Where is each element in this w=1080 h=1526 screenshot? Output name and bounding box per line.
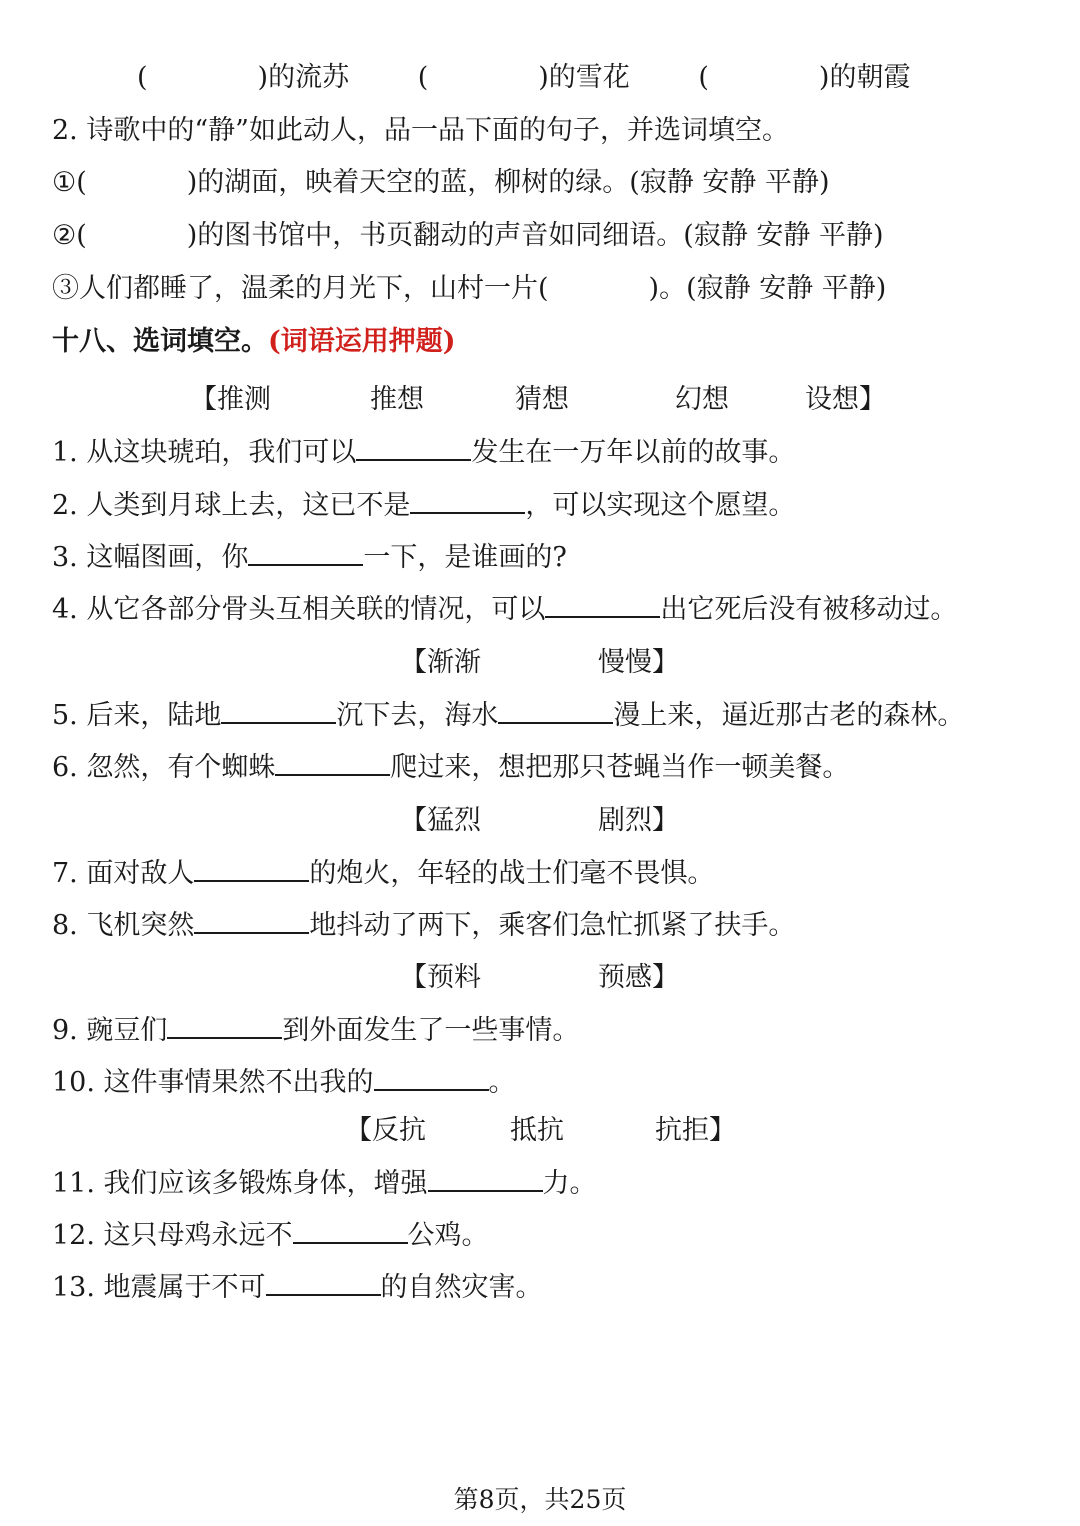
question-13: 13. 地震属于不可 的自然灾害。 — [52, 1272, 543, 1303]
answer-blank[interactable] — [545, 592, 660, 618]
q2-options-2: (寂静 安静 平静) — [683, 220, 884, 251]
question-12: 12. 这只母鸡永远不 公鸡。 — [52, 1220, 489, 1251]
page-footer: 第8页，共25页 — [453, 1485, 627, 1514]
answer-blank[interactable] — [221, 698, 336, 724]
section-tag: (词语运用押题) — [268, 326, 456, 357]
question-5: 5. 后来，陆地 沉下去，海水 漫上来，逼近那古老的森林。 — [52, 700, 965, 731]
question-2: 2. 人类到月球上去，这已不是 ，可以实现这个愿望。 — [52, 490, 796, 521]
question-6: 6. 忽然，有个蜘蛛 爬过来，想把那只苍蝇当作一顿美餐。 — [52, 752, 850, 783]
section-title: 十八、选词填空。 — [52, 326, 268, 357]
question-11: 11. 我们应该多锻炼身体，增强 力。 — [52, 1168, 597, 1199]
word-group-4: 【预料 预感】 — [400, 962, 679, 993]
section-18-heading — [52, 324, 456, 360]
question-7: 7. 面对敌人 的炮火，年轻的战士们毫不畏惧。 — [52, 858, 715, 889]
q2-sentence-3: ③人们都睡了，温柔的月光下，山村一片( )。(寂静 安静 平静) — [52, 273, 887, 304]
answer-blank[interactable] — [167, 1013, 282, 1039]
q2-options-3: (寂静 安静 平静) — [686, 273, 887, 304]
answer-blank[interactable] — [498, 698, 613, 724]
answer-blank[interactable] — [374, 1065, 489, 1091]
top-item-3: 的朝霞 — [829, 62, 911, 93]
answer-blank[interactable] — [275, 750, 390, 776]
q2-sentence-1: ①( )的湖面，映着天空的蓝，柳树的绿。(寂静 安静 平静) — [52, 167, 830, 198]
word-group-3: 【猛烈 剧烈】 — [400, 805, 679, 836]
answer-blank[interactable] — [194, 856, 309, 882]
question-8: 8. 飞机突然 地抖动了两下，乘客们急忙抓紧了扶手。 — [52, 910, 796, 941]
q2-options-1: (寂静 安静 平静) — [629, 167, 830, 198]
answer-blank[interactable] — [410, 488, 525, 514]
word-group-1: 【推测 推想 猜想 幻想 设想】 — [190, 384, 886, 415]
answer-blank[interactable] — [266, 1270, 381, 1296]
q2-sentence-2: ②( )的图书馆中，书页翻动的声音如同细语。(寂静 安静 平静) — [52, 220, 884, 251]
question-3: 3. 这幅图画，你 一下，是谁画的? — [52, 542, 567, 573]
top-item-2: 的雪花 — [548, 62, 630, 93]
q2-prompt: 2. 诗歌中的“静”如此动人，品一品下面的句子，并选词填空。 — [52, 115, 789, 146]
top-row: ( )的流苏 ( )的雪花 ( )的朝霞 — [137, 62, 911, 93]
word-group-5: 【反抗 抵抗 抗拒】 — [345, 1115, 736, 1146]
question-10: 10. 这件事情果然不出我的 。 — [52, 1067, 516, 1098]
question-9: 9. 豌豆们 到外面发生了一些事情。 — [52, 1015, 580, 1046]
answer-blank[interactable] — [194, 908, 309, 934]
word-group-2: 【渐渐 慢慢】 — [400, 647, 679, 678]
top-item-1: 的流苏 — [268, 62, 350, 93]
answer-blank[interactable] — [293, 1218, 408, 1244]
answer-blank[interactable] — [356, 435, 471, 461]
answer-blank[interactable] — [248, 540, 363, 566]
question-4: 4. 从它各部分骨头互相关联的情况，可以 出它死后没有被移动过。 — [52, 594, 958, 625]
answer-blank[interactable] — [428, 1166, 543, 1192]
question-1: 1. 从这块琥珀，我们可以 发生在一万年以前的故事。 — [52, 437, 796, 468]
